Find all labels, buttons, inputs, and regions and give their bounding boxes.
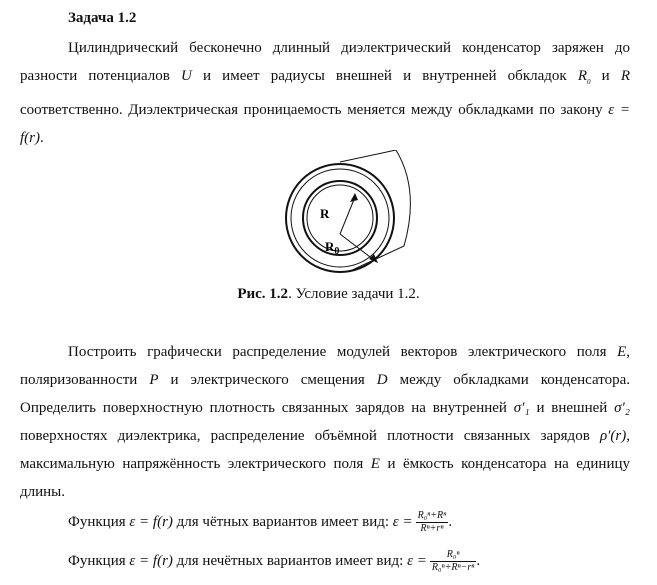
function-odd: Функция ε = f(r) для нечётных вариантов имеет вид: ε = $\frac{\text{R₀ⁿ}}{\text{R₀ⁿ+Rⁿ−rⁿ}}$ .	[68, 549, 481, 573]
law-formula: ε = f(r)	[20, 102, 630, 146]
var-D: D	[376, 372, 388, 388]
label-R: R	[320, 206, 330, 221]
intro-text-3: и	[590, 68, 621, 84]
outer-circle-inner	[291, 169, 389, 267]
label-R0: $R_0$	[325, 239, 340, 257]
var-rho: ρ′(r)	[599, 428, 627, 444]
radius-R-line	[340, 197, 355, 234]
inner-circle-inner	[307, 185, 373, 251]
figure-caption: Рис. 1.2. Условие задачи 1.2.	[237, 286, 420, 302]
var-P: P	[149, 372, 159, 388]
radius-R-arrowhead	[350, 193, 358, 202]
intro-paragraph: Цилиндрический бесконечно длинный диэлектрический конденсатор заряжен до разности потенциалов U и имеет радиусы внешней и внутренней обкладок $R_0$ и R соответственно. Диэлектрическая проницаемость меняется между обкладками по закону ε = f(r).	[20, 40, 630, 146]
intro-text-1: Цилиндрический бесконечно длинный диэлектрический конденсатор заряжен до разности потенциалов	[20, 40, 630, 84]
intro-text-2: и имеет радиусы внешней и внутренней обкладок	[191, 68, 578, 84]
var-sigma2: σ′₂	[614, 400, 630, 416]
var-U: U	[181, 68, 192, 84]
var-E: E	[617, 344, 627, 360]
var-R0: $R_0$	[577, 68, 591, 86]
inner-circle-outer	[303, 181, 377, 255]
intro-text-4: соответственно. Диэлектрическая проницаемость меняется между обкладками по закону	[20, 102, 609, 118]
var-E-max: E	[370, 456, 380, 472]
capacitor-figure	[270, 150, 420, 282]
fraction-odd: $\frac{\text{R₀ⁿ}}{\text{R₀ⁿ+Rⁿ−rⁿ}}$	[431, 549, 475, 573]
var-sigma1: σ′₁	[513, 400, 530, 416]
var-R: R	[620, 68, 630, 84]
fraction-even: $\frac{\text{R₀ⁿ+Rⁿ}}{\text{Rⁿ+rⁿ}}$	[417, 510, 447, 534]
task-heading: Задача 1.2	[68, 10, 137, 26]
radius-R0-line	[340, 234, 374, 260]
task-paragraph: Построить графически распределение модулей векторов электрического поля E, поляризованности P и электрического смещения D между обкладками конденсатора. Определить поверхностную плотность связанных зарядов на внутренней σ′₁ и внешней σ′₂ поверхностях диэлектрика, распределение объёмной плотности связанных зарядов ρ′(r), максимальную напряжённость электрического поля E и ёмкость конденсатора на единицу длины.	[20, 344, 630, 500]
function-even: Функция ε = f(r) для чётных вариантов имеет вид: ε = $\frac{\text{R₀ⁿ+Rⁿ}}{\text{Rⁿ+rⁿ}}$ .	[68, 510, 453, 534]
